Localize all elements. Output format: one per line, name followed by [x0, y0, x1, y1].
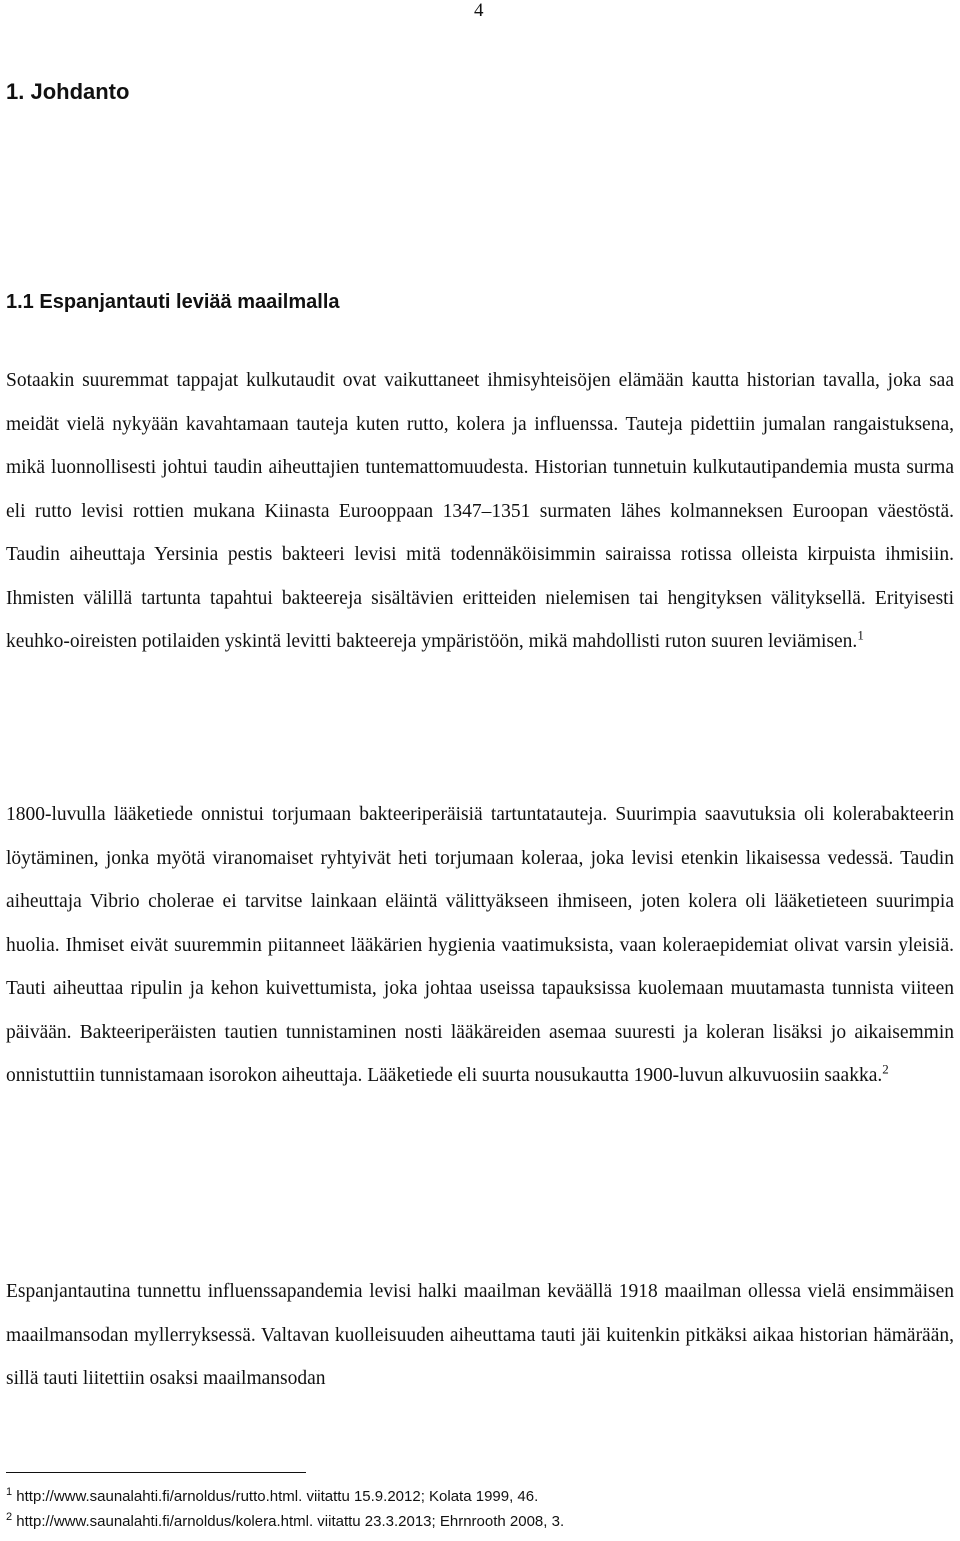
footnote-number: 2 [6, 1511, 13, 1523]
paragraph-plague [6, 359, 954, 664]
footnote-text: http://www.saunalahti.fi/arnoldus/rutto.html. viitattu 15.9.2012; Kolata 1999, 46. [16, 1488, 539, 1505]
paragraph-text: 1800-luvulla lääketiede onnistui torjumaan bakteeriperäisiä tartuntatauteja. Suurimpia saavutuksia oli kolerabakteerin löytäminen, jonka myötä viranomaiset ryhtyivät heti torjumaan koleraa, joka levisi etenkin likaisessa vedessä. Taudin aiheuttaja Vibrio cholerae ei tarvitse lainkaan eläintä välittyäkseen ihmiseen, joten kolera oli lääketieteen suurimpia huolia. Ihmiset eivät suuremmin piitanneet lääkärien hygienia vaatimuksista, vaan koleraepidemiat olivat varsin yleisiä. Tauti aiheuttaa ripulin ja kehon kuivettumista, joka johtaa useissa tapauksissa kuolemaan muutamasta tunnista viiteen päivään. Bakteeriperäisten tautien tunnistaminen nosti lääkäreiden asemaa suuresti ja koleran lisäksi jo aikaisemmin onnistuttiin tunnistamaan isorokon aiheuttaja. Lääketiede eli suurta nousukautta 1900-luvun alkuvuosiin saakka. [6, 804, 954, 1086]
footnote-text: http://www.saunalahti.fi/arnoldus/kolera.html. viitattu 23.3.2013; Ehrnrooth 2008, 3. [16, 1513, 565, 1530]
paragraph-cholera [6, 793, 954, 1098]
footnote [6, 1484, 906, 1509]
footnote-separator [6, 1472, 306, 1473]
footnote-number: 1 [6, 1486, 13, 1498]
section-heading: 1.1 Espanjantauti leviää maailmalla [6, 291, 340, 313]
footnote-reference: 1 [857, 627, 864, 643]
paragraph-text: Espanjantautina tunnettu influenssapandemia levisi halki maailman keväällä 1918 maailman ollessa vielä ensimmäisen maailmansodan myllerryksessä. Valtavan kuolleisuuden aiheuttama tauti jäi kuitenkin pitkäksi aikaa historian hämärään, sillä tauti liitettiin osaksi maailmansodan [6, 1281, 954, 1389]
paragraph-spanish-flu [6, 1270, 954, 1401]
footnote [6, 1509, 906, 1534]
chapter-heading: 1. Johdanto [6, 79, 130, 104]
footnotes [6, 1484, 906, 1534]
paragraph-text: Sotaakin suuremmat tappajat kulkutaudit ovat vaikuttaneet ihmisyhteisöjen elämään kautta historian tavalla, joka saa meidät vielä nykyään kavahtamaan tauteja kuten rutto, kolera ja influenssa. Tauteja pidettiin jumalan rangaistuksena, mikä luonnollisesti johtui taudin aiheuttajien tuntemattomuudesta. Historian tunnetuin kulkutautipandemia musta surma eli rutto levisi rottien mukana Kiinasta Eurooppaan 1347–1351 surmaten lähes kolmanneksen Euroopan väestöstä. Taudin aiheuttaja Yersinia pestis bakteeri levisi mitä todennäköisimmin sairaissa rotissa olleista kirpuista ihmisiin. Ihmisten välillä tartunta tapahtui bakteereja sisältävien eritteiden nielemisen tai hengityksen välityksellä. Erityisesti keuhko-oireisten potilaiden yskintä levitti bakteereja ympäristöön, mikä mahdollisti ruton suuren leviämisen. [6, 370, 954, 652]
page-number: 4 [474, 0, 484, 21]
footnote-reference: 2 [882, 1061, 889, 1077]
